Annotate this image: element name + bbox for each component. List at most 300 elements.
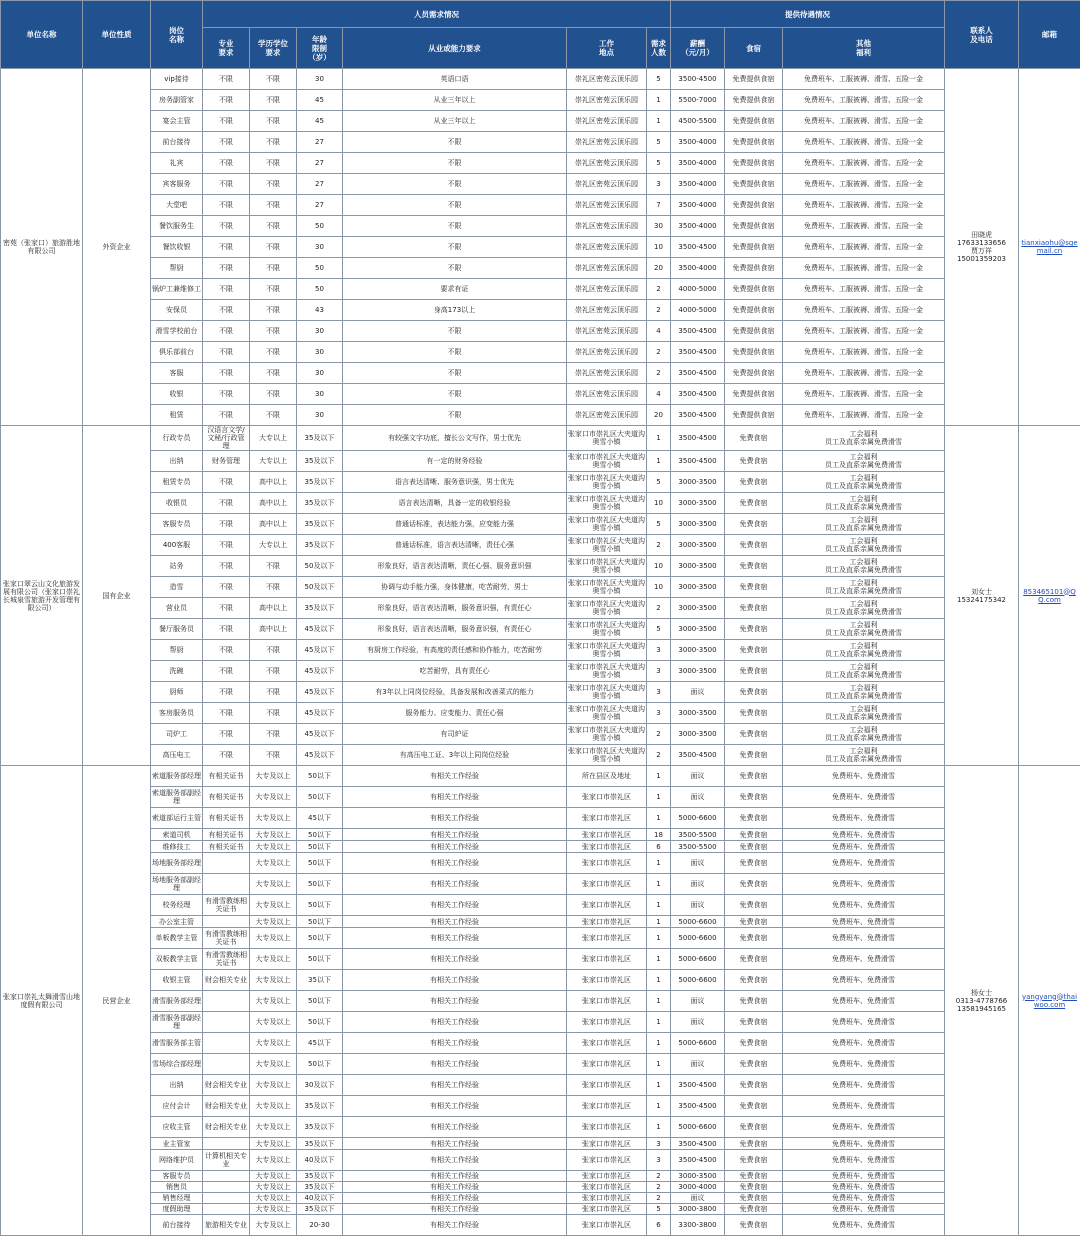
salary-cell: 5000-6600 [671,1117,725,1138]
post-name-cell: 索道司机 [151,829,203,841]
age-cell: 50以下 [297,787,343,808]
ability-cell: 形象良好，语言表达清晰，服务意识强，有责任心 [343,619,567,640]
salary-cell: 3500-4500 [671,1096,725,1117]
degree-cell: 大专及以上 [250,1075,297,1096]
age-cell: 35及以下 [297,426,343,451]
count-cell: 1 [647,111,671,132]
header-ability: 从业或能力要求 [343,28,567,69]
welfare-cell: 免费班车、免费滑雪 [783,1096,945,1117]
degree-cell: 大专及以上 [250,874,297,895]
email-cell [1019,766,1080,1236]
count-cell: 10 [647,577,671,598]
count-cell: 1 [647,1096,671,1117]
post-name-cell: 维修技工 [151,841,203,853]
ability-cell: 吃苦耐劳，具有责任心 [343,661,567,682]
post-name-cell: 应收主管 [151,1117,203,1138]
age-cell: 45及以下 [297,724,343,745]
salary-cell: 4500-5500 [671,111,725,132]
table-row [1,1182,1080,1193]
post-name-cell: 前台接待 [151,132,203,153]
welfare-cell: 免费班车、免费滑雪 [783,970,945,991]
ability-cell: 有相关工作经验 [343,1215,567,1236]
degree-cell: 大专及以上 [250,991,297,1012]
table-row [1,928,1080,949]
salary-cell: 面议 [671,874,725,895]
board-cell: 免费提供食宿 [725,216,783,237]
welfare-cell: 免费班车、工服被褥、滑雪、五险一金 [783,111,945,132]
location-cell: 张家口市崇礼区 [567,1054,647,1075]
count-cell: 1 [647,451,671,472]
degree-cell: 不限 [250,577,297,598]
count-cell: 20 [647,258,671,279]
ability-cell: 不限 [343,153,567,174]
board-cell: 免费食宿 [725,874,783,895]
major-cell: 不限 [203,535,250,556]
location-cell: 张家口市崇礼区 [567,829,647,841]
ability-cell: 语言表达清晰，具备一定的收银经验 [343,493,567,514]
location-cell: 张家口市崇礼区 [567,949,647,970]
post-name-cell: 锅炉工兼维修工 [151,279,203,300]
board-cell: 免费食宿 [725,598,783,619]
post-name-cell: 餐饮服务生 [151,216,203,237]
location-cell: 张家口市崇礼区 [567,1117,647,1138]
count-cell: 2 [647,535,671,556]
degree-cell: 不限 [250,216,297,237]
company-name-cell: 张家口翠云山文化旅游发展有限公司（张家口崇礼长城泉雪旅游开发管理有限公司） [1,426,83,766]
board-cell: 免费提供食宿 [725,363,783,384]
age-cell: 50以下 [297,895,343,916]
ability-cell: 普通话标准，语言表达清晰，责任心强 [343,535,567,556]
welfare-cell: 免费班车、免费滑雪 [783,1150,945,1171]
degree-cell: 大专及以上 [250,1033,297,1054]
table-row [1,916,1080,928]
degree-cell: 不限 [250,111,297,132]
ability-cell: 有相关工作经验 [343,1075,567,1096]
post-name-cell: 雪场综合部经理 [151,1054,203,1075]
ability-cell: 不限 [343,258,567,279]
welfare-cell: 免费班车、免费滑雪 [783,1182,945,1193]
age-cell: 35及以下 [297,1096,343,1117]
salary-cell: 3500-4000 [671,258,725,279]
salary-cell: 3500-4500 [671,745,725,766]
board-cell: 免费食宿 [725,535,783,556]
email-cell [1019,69,1080,426]
table-row [1,556,1080,577]
board-cell: 免费食宿 [725,426,783,451]
post-name-cell: 客服专员 [151,1171,203,1182]
header-welfare: 其他 福利 [783,28,945,69]
major-cell [203,1033,250,1054]
board-cell: 免费食宿 [725,514,783,535]
welfare-cell: 免费班车、工服被褥、滑雪、五险一金 [783,258,945,279]
header-unit-name: 单位名称 [1,1,83,69]
header-board: 食宿 [725,28,783,69]
board-cell: 免费提供食宿 [725,111,783,132]
major-cell: 不限 [203,682,250,703]
table-row [1,895,1080,916]
table-row [1,237,1080,258]
board-cell: 免费提供食宿 [725,405,783,426]
email-link[interactable]: tianxiaohu@sgemail.cn [1021,239,1078,255]
count-cell: 5 [647,153,671,174]
salary-cell: 3500-4500 [671,405,725,426]
ability-cell: 有相关工作经验 [343,970,567,991]
table-row [1,405,1080,426]
count-cell: 1 [647,1117,671,1138]
location-cell: 崇礼区密苑云顶乐园 [567,216,647,237]
board-cell: 免费食宿 [725,640,783,661]
board-cell: 免费食宿 [725,853,783,874]
age-cell: 35及以下 [297,514,343,535]
major-cell: 不限 [203,363,250,384]
location-cell: 张家口市崇礼区大夹道沟奥雪小镇 [567,493,647,514]
salary-cell: 4000-5000 [671,279,725,300]
welfare-cell: 免费班车、免费滑雪 [783,1215,945,1236]
salary-cell: 3500-5500 [671,841,725,853]
ability-cell: 有相关工作经验 [343,1117,567,1138]
age-cell: 50 [297,279,343,300]
age-cell: 50以下 [297,928,343,949]
major-cell: 不限 [203,258,250,279]
board-cell: 免费食宿 [725,472,783,493]
salary-cell: 3500-4500 [671,321,725,342]
welfare-cell: 免费班车、免费滑雪 [783,808,945,829]
table-row [1,258,1080,279]
degree-cell: 大专及以上 [250,787,297,808]
post-name-cell: 站务 [151,556,203,577]
count-cell: 1 [647,808,671,829]
post-name-cell: 收银 [151,384,203,405]
major-cell: 不限 [203,577,250,598]
salary-cell: 5000-6600 [671,1033,725,1054]
major-cell: 不限 [203,493,250,514]
post-name-cell: 校务经理 [151,895,203,916]
age-cell: 35及以下 [297,451,343,472]
count-cell: 2 [647,1182,671,1193]
post-name-cell: 场地服务部副经理 [151,874,203,895]
table-row [1,577,1080,598]
board-cell: 免费食宿 [725,451,783,472]
age-cell: 50以下 [297,853,343,874]
age-cell: 35以下 [297,970,343,991]
major-cell: 不限 [203,619,250,640]
age-cell: 27 [297,174,343,195]
degree-cell: 不限 [250,174,297,195]
post-name-cell: 场地服务部经理 [151,853,203,874]
salary-cell: 面议 [671,1012,725,1033]
post-name-cell: 帮厨 [151,640,203,661]
welfare-cell: 免费班车、免费滑雪 [783,991,945,1012]
age-cell: 50以下 [297,1054,343,1075]
board-cell: 免费提供食宿 [725,321,783,342]
location-cell: 张家口市崇礼区 [567,808,647,829]
age-cell: 27 [297,195,343,216]
count-cell: 20 [647,405,671,426]
salary-cell: 3000-3500 [671,619,725,640]
board-cell: 免费提供食宿 [725,195,783,216]
table-body [1,69,1080,1236]
degree-cell: 不限 [250,258,297,279]
board-cell: 免费食宿 [725,1193,783,1204]
contact-cell: 刘女士 15324175342 [945,426,1019,766]
board-cell: 免费食宿 [725,493,783,514]
salary-cell: 3500-4500 [671,237,725,258]
salary-cell: 3000-3500 [671,556,725,577]
degree-cell: 大专及以上 [250,1117,297,1138]
count-cell: 1 [647,991,671,1012]
salary-cell: 3000-3500 [671,1171,725,1182]
table-row [1,1171,1080,1182]
ability-cell: 有厨房工作经验，有高度的责任感和协作能力，吃苦耐劳 [343,640,567,661]
count-cell: 10 [647,493,671,514]
email-link[interactable]: 853465101@QQ.com [1023,587,1076,604]
degree-cell: 高中以上 [250,472,297,493]
ability-cell: 形象良好，语言表达清晰，责任心强、服务意识强 [343,556,567,577]
board-cell: 免费食宿 [725,1182,783,1193]
age-cell: 45 [297,90,343,111]
age-cell: 30 [297,384,343,405]
board-cell: 免费食宿 [725,619,783,640]
table-row [1,321,1080,342]
table-row [1,300,1080,321]
major-cell: 有滑雪教练相关证书 [203,949,250,970]
age-cell: 45及以下 [297,703,343,724]
location-cell: 张家口市崇礼区 [567,916,647,928]
location-cell: 张家口市崇礼区大夹道沟奥雪小镇 [567,451,647,472]
header-benefit-group: 提供待遇情况 [671,1,945,28]
welfare-cell: 免费班车、工服被褥、滑雪、五险一金 [783,216,945,237]
age-cell: 20-30 [297,1215,343,1236]
welfare-cell: 免费班车、工服被褥、滑雪、五险一金 [783,90,945,111]
age-cell: 35及以下 [297,1204,343,1215]
major-cell: 旅游相关专业 [203,1215,250,1236]
degree-cell: 高中以上 [250,619,297,640]
post-name-cell: 司炉工 [151,724,203,745]
ability-cell: 不限 [343,216,567,237]
table-row [1,1117,1080,1138]
welfare-cell: 免费班车、工服被褥、滑雪、五险一金 [783,279,945,300]
salary-cell: 4000-5000 [671,300,725,321]
ability-cell: 不限 [343,342,567,363]
welfare-cell: 免费班车、免费滑雪 [783,916,945,928]
board-cell: 免费食宿 [725,1150,783,1171]
degree-cell: 大专及以上 [250,829,297,841]
table-row [1,153,1080,174]
board-cell: 免费提供食宿 [725,132,783,153]
board-cell: 免费提供食宿 [725,279,783,300]
count-cell: 3 [647,703,671,724]
welfare-cell: 工会福利 员工及直系亲属免费滑雪 [783,682,945,703]
email-link[interactable]: yangyang@thaiwoo.com [1021,992,1078,1009]
salary-cell: 3500-4000 [671,153,725,174]
salary-cell: 3000-3500 [671,703,725,724]
location-cell: 崇礼区密苑云顶乐园 [567,363,647,384]
location-cell: 张家口市崇礼区大夹道沟奥雪小镇 [567,682,647,703]
ability-cell: 形象良好，语言表达清晰，服务意识强，有责任心 [343,598,567,619]
major-cell: 不限 [203,195,250,216]
post-name-cell: 400客服 [151,535,203,556]
post-name-cell: 餐饮收银 [151,237,203,258]
welfare-cell: 工会福利 员工及直系亲属免费滑雪 [783,640,945,661]
table-row [1,384,1080,405]
table-row [1,598,1080,619]
welfare-cell: 免费班车、工服被褥、滑雪、五险一金 [783,300,945,321]
salary-cell: 5000-6600 [671,808,725,829]
count-cell: 10 [647,237,671,258]
location-cell: 张家口市崇礼区 [567,991,647,1012]
welfare-cell: 免费班车、免费滑雪 [783,928,945,949]
ability-cell: 有相关工作经验 [343,949,567,970]
ability-cell: 有相关工作经验 [343,1204,567,1215]
welfare-cell: 免费班车、工服被褥、滑雪、五险一金 [783,174,945,195]
post-name-cell: 客服 [151,363,203,384]
age-cell: 35及以下 [297,598,343,619]
major-cell: 不限 [203,514,250,535]
location-cell: 张家口市崇礼区 [567,895,647,916]
header-post-name: 岗位 名称 [151,1,203,69]
age-cell: 27 [297,132,343,153]
table-row [1,619,1080,640]
welfare-cell: 工会福利 员工及直系亲属免费滑雪 [783,724,945,745]
board-cell: 免费食宿 [725,928,783,949]
degree-cell: 不限 [250,342,297,363]
ability-cell: 有相关工作经验 [343,1171,567,1182]
table-row [1,426,1080,451]
location-cell: 所在县区及地址 [567,766,647,787]
location-cell: 张家口市崇礼区大夹道沟奥雪小镇 [567,745,647,766]
age-cell: 50 [297,258,343,279]
count-cell: 1 [647,787,671,808]
count-cell: 2 [647,342,671,363]
post-name-cell: 收银员 [151,493,203,514]
age-cell: 50以下 [297,916,343,928]
welfare-cell: 免费班车、工服被褥、滑雪、五险一金 [783,405,945,426]
degree-cell: 大专及以上 [250,895,297,916]
degree-cell: 不限 [250,90,297,111]
table-row [1,640,1080,661]
board-cell: 免费提供食宿 [725,69,783,90]
welfare-cell: 工会福利 员工及直系亲属免费滑雪 [783,619,945,640]
degree-cell: 不限 [250,556,297,577]
location-cell: 张家口市崇礼区大夹道沟奥雪小镇 [567,514,647,535]
table-row [1,787,1080,808]
major-cell: 不限 [203,472,250,493]
table-row [1,132,1080,153]
location-cell: 崇礼区密苑云顶乐园 [567,90,647,111]
ability-cell: 有3年以上同岗位经验，具备发展和改善菜式的能力 [343,682,567,703]
company-name-cell: 张家口崇礼太舞滑雪山地度假有限公司 [1,766,83,1236]
degree-cell: 大专及以上 [250,1171,297,1182]
ability-cell: 服务能力、应变能力、责任心强 [343,703,567,724]
salary-cell: 5000-6600 [671,916,725,928]
degree-cell: 大专及以上 [250,766,297,787]
age-cell: 35及以下 [297,1138,343,1150]
count-cell: 1 [647,895,671,916]
age-cell: 30 [297,363,343,384]
welfare-cell: 工会福利 员工及直系亲属免费滑雪 [783,514,945,535]
post-name-cell: 滑雪服务部主管 [151,1033,203,1054]
major-cell: 有相关证书 [203,787,250,808]
location-cell: 崇礼区密苑云顶乐园 [567,384,647,405]
post-name-cell: 造雪 [151,577,203,598]
post-name-cell: 宴会主管 [151,111,203,132]
salary-cell: 3500-5500 [671,829,725,841]
count-cell: 2 [647,363,671,384]
board-cell: 免费食宿 [725,1012,783,1033]
major-cell [203,1054,250,1075]
ability-cell: 有较强文字功底，擅长公文写作，男士优先 [343,426,567,451]
salary-cell: 3500-4500 [671,342,725,363]
table-row [1,363,1080,384]
location-cell: 张家口市崇礼区大夹道沟奥雪小镇 [567,472,647,493]
count-cell: 10 [647,556,671,577]
post-name-cell: 客房服务员 [151,703,203,724]
post-name-cell: vip接待 [151,69,203,90]
welfare-cell: 免费班车、免费滑雪 [783,1171,945,1182]
welfare-cell: 免费班车、工服被褥、滑雪、五险一金 [783,363,945,384]
board-cell: 免费食宿 [725,1171,783,1182]
count-cell: 1 [647,874,671,895]
post-name-cell: 房务副管家 [151,90,203,111]
count-cell: 1 [647,1033,671,1054]
table-row [1,682,1080,703]
post-name-cell: 洗碗 [151,661,203,682]
board-cell: 免费食宿 [725,682,783,703]
board-cell: 免费食宿 [725,724,783,745]
board-cell: 免费提供食宿 [725,384,783,405]
board-cell: 免费食宿 [725,556,783,577]
company-type-cell: 外资企业 [83,69,151,426]
major-cell: 有滑雪教练相关证书 [203,928,250,949]
location-cell: 崇礼区密苑云顶乐园 [567,195,647,216]
degree-cell: 不限 [250,405,297,426]
degree-cell: 大专以上 [250,426,297,451]
post-name-cell: 双板教学主管 [151,949,203,970]
location-cell: 张家口市崇礼区 [567,787,647,808]
major-cell: 财会相关专业 [203,970,250,991]
board-cell: 免费提供食宿 [725,153,783,174]
salary-cell: 5500-7000 [671,90,725,111]
location-cell: 张家口市崇礼区 [567,853,647,874]
welfare-cell: 免费班车、工服被褥、滑雪、五险一金 [783,237,945,258]
major-cell: 财会相关专业 [203,1096,250,1117]
degree-cell: 大专及以上 [250,1204,297,1215]
board-cell: 免费食宿 [725,829,783,841]
board-cell: 免费食宿 [725,703,783,724]
location-cell: 张家口市崇礼区大夹道沟奥雪小镇 [567,535,647,556]
salary-cell: 3500-4500 [671,1138,725,1150]
welfare-cell: 免费班车、免费滑雪 [783,787,945,808]
location-cell: 张家口市崇礼区 [567,928,647,949]
major-cell: 不限 [203,640,250,661]
age-cell: 45以下 [297,808,343,829]
salary-cell: 3000-3500 [671,514,725,535]
table-row [1,874,1080,895]
age-cell: 30 [297,237,343,258]
count-cell: 1 [647,1075,671,1096]
count-cell: 4 [647,321,671,342]
ability-cell: 英语口语 [343,69,567,90]
post-name-cell: 应付会计 [151,1096,203,1117]
age-cell: 35及以下 [297,535,343,556]
table-row [1,1150,1080,1171]
location-cell: 张家口市崇礼区 [567,1033,647,1054]
board-cell: 免费提供食宿 [725,342,783,363]
salary-cell: 5000-6600 [671,928,725,949]
degree-cell: 不限 [250,724,297,745]
ability-cell: 有相关工作经验 [343,916,567,928]
post-name-cell: 滑雪服务部经理 [151,991,203,1012]
